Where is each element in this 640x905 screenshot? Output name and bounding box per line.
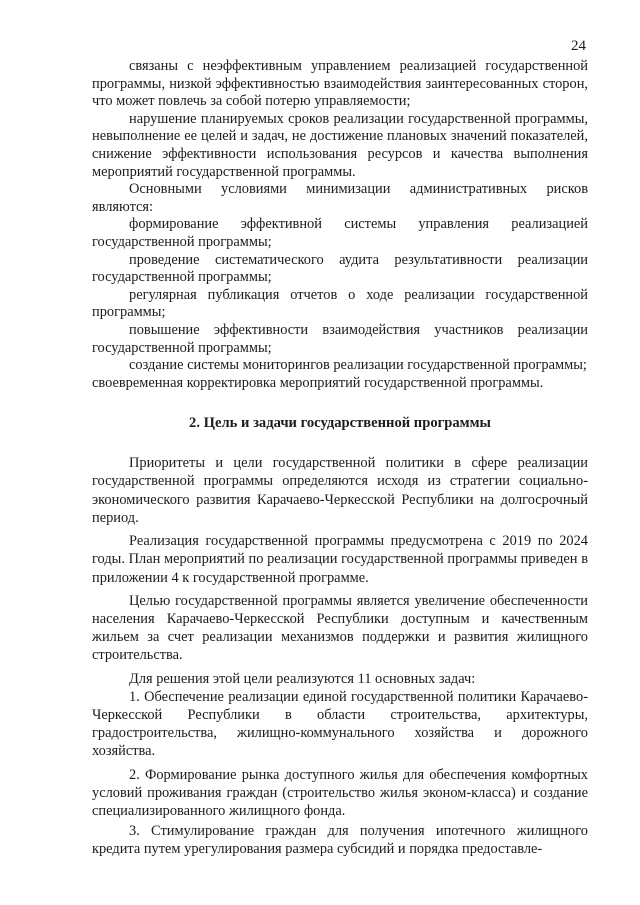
task-item: 2. Формирование рынка доступного жилья для обеспечения комфортных условий проживания граждан (строительство жилья эконом-класса) и создание специализированного жилищного фонда.	[92, 766, 588, 819]
page-body	[92, 58, 588, 859]
paragraph: Для решения этой цели реализуются 11 основных задач:	[129, 670, 476, 687]
paragraph: Приоритеты и цели государственной политики в сфере реализации государственной программы определяются исходя из стратегии социально-экономического развития Карачаево-Черкесской Республики на долгосрочный период.	[92, 455, 588, 526]
paragraph: нарушение планируемых сроков реализации государственной программы, невыполнение ее целей и задач, не достижение плановых значений показателей, снижение эффективности использования ресурсов и качества выполнения мероприятий государственной программы.	[92, 110, 588, 180]
paragraph: Реализация государственной программы предусмотрена с 2019 по 2024 годы. План мероприятий по реализации государственной программы приведен в приложении 4 к государственной программе.	[92, 533, 588, 586]
task-item: 3. Стимулирование граждан для получения ипотечного жилищного кредита путем урегулирования размера субсидий и порядка предоставле-	[92, 823, 588, 858]
page-number: 24	[571, 38, 586, 54]
task-item: 1. Обеспечение реализации единой государственной политики Карачаево-Черкесской Республики в области строительства, архитектуры, градостроительства, жилищно-коммунального хозяйства и дорожного хозяйства.	[92, 688, 588, 760]
paragraph: своевременная корректировка мероприятий государственной программы.	[92, 374, 544, 391]
section-heading: 2. Цель и задачи государственной программы	[189, 415, 491, 432]
paragraph: повышение эффективности взаимодействия участников реализации государственной программы;	[92, 321, 588, 356]
paragraph: формирование эффективной системы управления реализацией государственной программы;	[92, 216, 588, 250]
paragraph: Целью государственной программы является увеличение обеспеченности населения Карачаево-Черкесской Республики доступным и качественным жильем за счет реализации механизмов поддержки и развития жилищного строительства.	[92, 592, 588, 664]
paragraph: регулярная публикация отчетов о ходе реализации государственной программы;	[92, 286, 588, 321]
paragraph: проведение систематического аудита результативности реализации государственной программы;	[92, 251, 588, 286]
paragraph: создание системы мониторингов реализации государственной программы;	[129, 357, 587, 374]
paragraph: связаны с неэффективным управлением реализацией государственной программы, низкой эффективностью взаимодействия заинтересованных сторон, что может повлечь за собой потерю управляемости;	[92, 58, 588, 110]
paragraph: Основными условиями минимизации административных рисков являются:	[92, 181, 588, 215]
